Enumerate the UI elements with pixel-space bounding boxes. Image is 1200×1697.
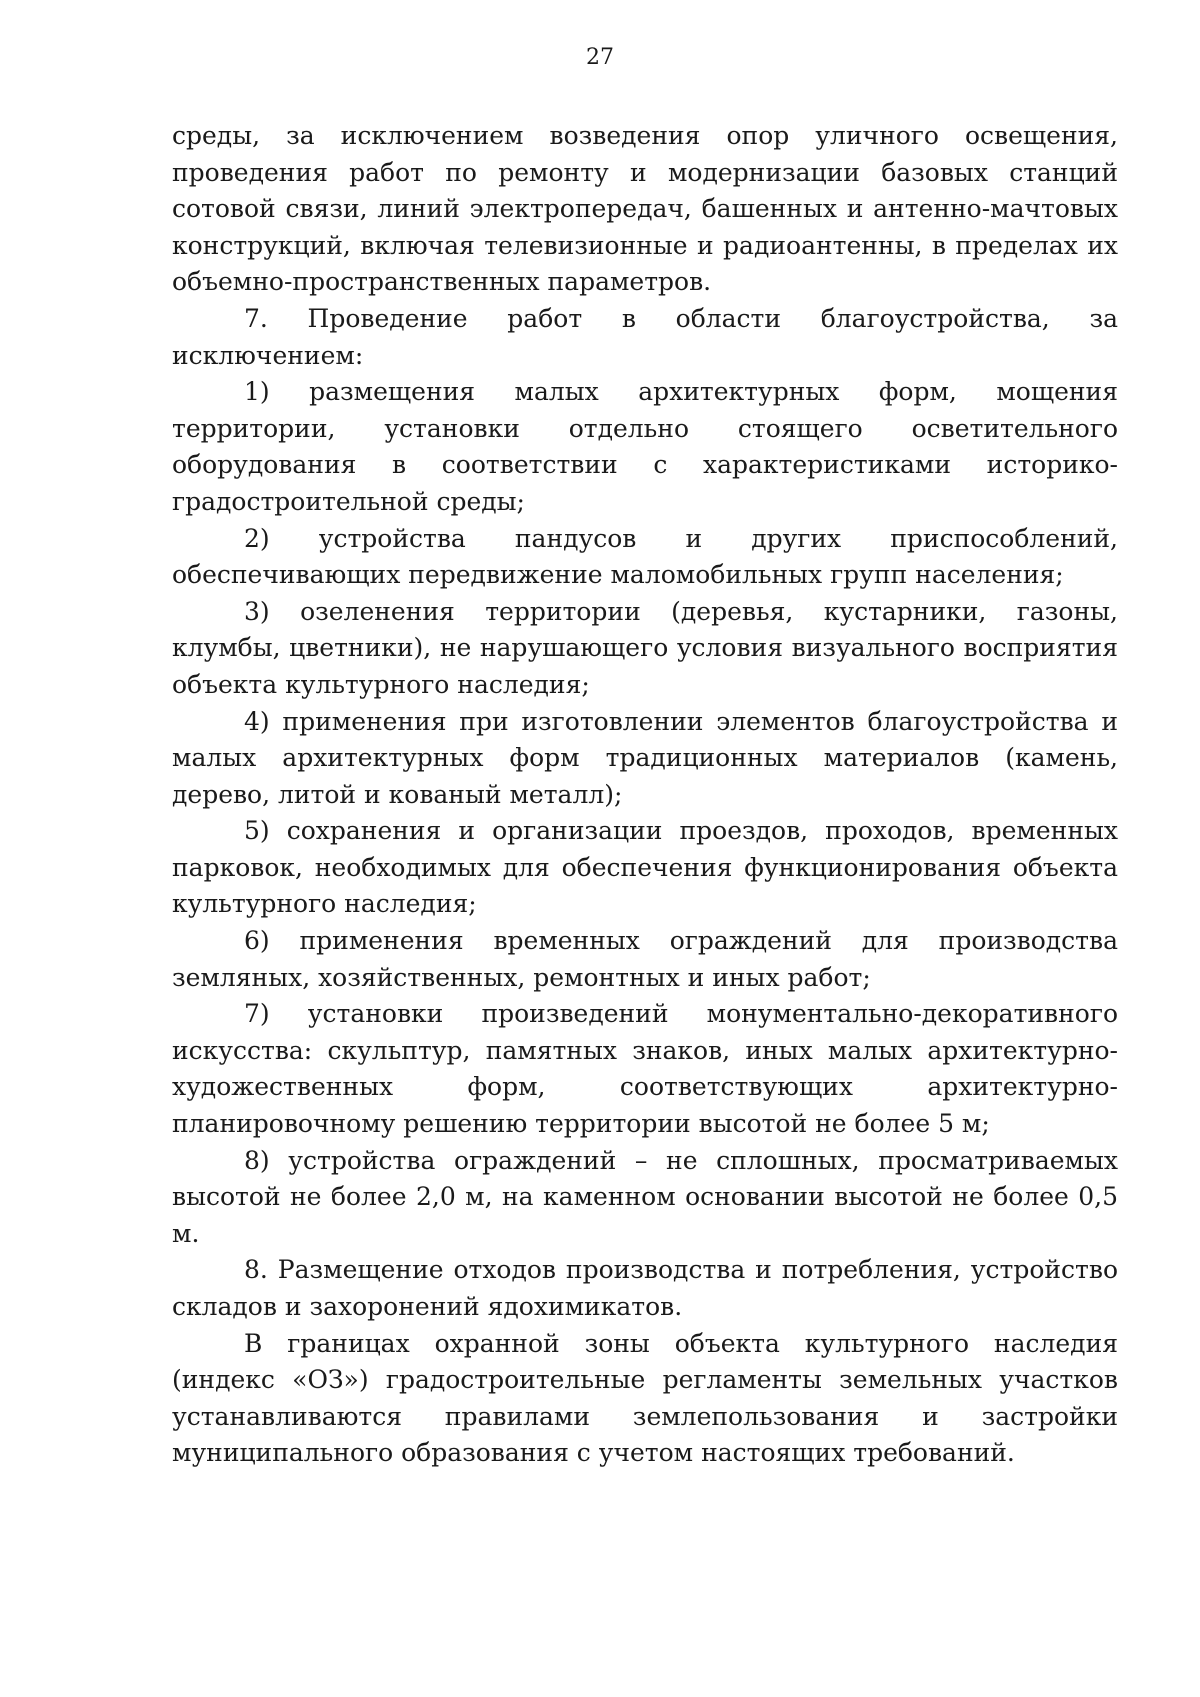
paragraph-subitem-7: 7) установки произведений монументально-декоративного искусства: скульптур, памятных знаков, иных малых архитектурно-художественных форм, соответствующих архитектурно-планировочному решению территории высотой не более 5 м; xyxy=(172,999,1118,1139)
paragraph-subitem-6: 6) применения временных ограждений для производства земляных, хозяйственных, ремонтных и иных работ; xyxy=(172,926,1118,992)
page-number: 27 xyxy=(586,45,614,70)
paragraph-continuation: среды, за исключением возведения опор уличного освещения, проведения работ по ремонту и модернизации базовых станций сотовой связи, линий электропередач, башенных и антенно-мачтовых конструкций, включая телевизионные и радиоантенны, в пределах их объемно-пространственных параметров. xyxy=(172,121,1118,297)
paragraph-subitem-3: 3) озеленения территории (деревья, кустарники, газоны, клумбы, цветники), не нарушающего условия визуального восприятия объекта культурного наследия; xyxy=(172,596,1118,699)
paragraph-item-7: 7. Проведение работ в области благоустройства, за исключением: xyxy=(172,303,1118,370)
paragraph-item-8: 8. Размещение отходов производства и потребления, устройство складов и захоронений ядохимикатов. xyxy=(172,1255,1118,1321)
paragraph-subitem-2: 2) устройства пандусов и других приспособлений, обеспечивающих передвижение маломобильных групп населения; xyxy=(172,523,1118,590)
document-body xyxy=(172,118,1118,1472)
paragraph-subitem-8: 8) устройства ограждений – не сплошных, просматриваемых высотой не более 2,0 м, на каменном основании высотой не более 0,5 м. xyxy=(172,1145,1118,1248)
paragraph-subitem-5: 5) сохранения и организации проездов, проходов, временных парковок, необходимых для обеспечения функционирования объекта культурного наследия; xyxy=(172,816,1118,919)
paragraph-subitem-4: 4) применения при изготовлении элементов благоустройства и малых архитектурных форм традиционных материалов (камень, дерево, литой и кованый металл); xyxy=(172,706,1118,809)
paragraph-protection-zone: В границах охранной зоны объекта культурного наследия (индекс «ОЗ») градостроительные регламенты земельных участков устанавливаются правилами землепользования и застройки муниципального образования с учетом настоящих требований. xyxy=(172,1328,1118,1468)
paragraph-subitem-1: 1) размещения малых архитектурных форм, мощения территории, установки отдельно стоящего осветительного оборудования в соответствии с характеристиками историко-градостроительной среды; xyxy=(172,377,1118,516)
